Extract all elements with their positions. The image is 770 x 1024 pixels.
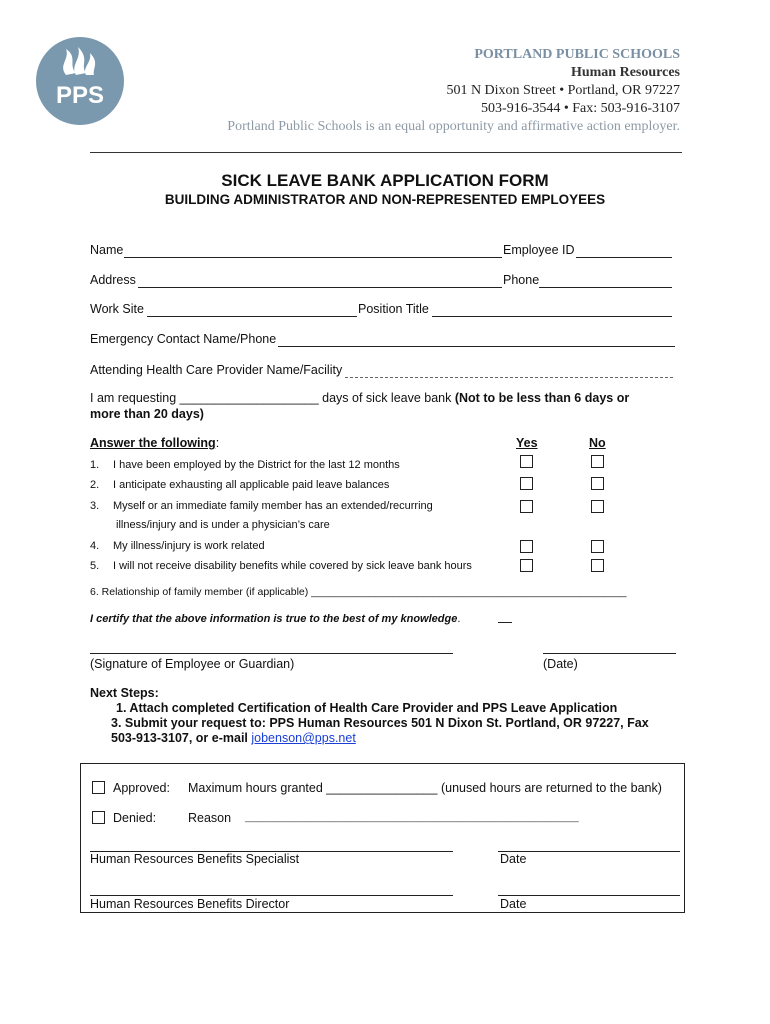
director-date-label: Date xyxy=(500,897,527,911)
header-divider xyxy=(90,152,682,153)
question-4-text: My illness/injury is work related xyxy=(113,540,265,552)
approved-label: Approved: xyxy=(113,781,170,795)
max-hours-field[interactable]: Maximum hours granted ________________ (unused hours are returned to the bank) xyxy=(188,781,662,795)
step-1: 1. Attach completed Certification of Health Care Provider and PPS Leave Application xyxy=(116,701,618,715)
pps-flame-logo-icon xyxy=(36,37,124,125)
org-name: PORTLAND PUBLIC SCHOOLS xyxy=(474,47,680,62)
svg-text:PPS: PPS xyxy=(55,82,105,109)
specialist-label: Human Resources Benefits Specialist xyxy=(90,852,300,866)
certify-statement: I certify that the above information is true to the best of my knowledge. xyxy=(90,613,461,625)
question-1-num: 1. xyxy=(90,459,100,471)
certify-mark xyxy=(498,622,512,623)
question-4-no-checkbox[interactable] xyxy=(591,540,604,553)
header-phone: 503-916-3544 • Fax: 503-916-3107 xyxy=(481,101,680,116)
emergency-contact-label: Emergency Contact Name/Phone xyxy=(90,332,277,346)
days-requested-line[interactable] xyxy=(90,391,629,405)
emergency-contact-field[interactable] xyxy=(278,346,675,347)
phone-field[interactable] xyxy=(539,287,672,288)
date-label: (Date) xyxy=(543,657,578,671)
yes-column-header: Yes xyxy=(516,436,538,450)
request-limit-cont: more than 20 days) xyxy=(90,407,204,421)
question-2-no-checkbox[interactable] xyxy=(591,477,604,490)
step-3-cont: 503-913-3107, or e-mail jobenson@pps.net xyxy=(111,731,356,745)
step-3: 3. Submit your request to: PPS Human Resources 501 N Dixon St. Portland, OR 97227, Fax xyxy=(111,716,649,730)
question-1-text: I have been employed by the District for the last 12 months xyxy=(113,459,400,471)
pps-logo xyxy=(36,37,124,125)
work-site-label: Work Site xyxy=(90,302,144,316)
signature-field[interactable] xyxy=(90,653,453,654)
request-limit: (Not to be less than 6 days or xyxy=(454,391,630,405)
provider-label: Attending Health Care Provider Name/Facility xyxy=(90,363,343,377)
name-field[interactable] xyxy=(124,257,502,258)
question-3-text-cont: illness/injury and is under a physician’s care xyxy=(116,519,330,531)
question-2-yes-checkbox[interactable] xyxy=(520,477,533,490)
question-3-num: 3. xyxy=(90,500,100,512)
denied-label: Denied: xyxy=(113,811,157,825)
question-3-no-checkbox[interactable] xyxy=(591,500,604,513)
director-label: Human Resources Benefits Director xyxy=(90,897,290,911)
request-text: I am requesting ____________________ days of sick leave bank xyxy=(90,391,455,405)
question-3-yes-checkbox[interactable] xyxy=(520,500,533,513)
question-2-text: I anticipate exhausting all applicable paid leave balances xyxy=(113,479,390,491)
question-5-yes-checkbox[interactable] xyxy=(520,559,533,572)
form-subtitle: BUILDING ADMINISTRATOR AND NON-REPRESENTED EMPLOYEES xyxy=(164,192,606,207)
director-date-line[interactable] xyxy=(498,895,680,896)
work-site-field[interactable] xyxy=(147,316,357,317)
position-title-label: Position Title xyxy=(358,302,429,316)
date-field[interactable] xyxy=(543,653,676,654)
relationship-field[interactable]: 6. Relationship of family member (if applicable) ______________________________________________________ xyxy=(90,586,627,598)
signature-label: (Signature of Employee or Guardian) xyxy=(90,657,295,671)
email-link[interactable]: jobenson@pps.net xyxy=(251,731,356,745)
employee-id-label: Employee ID xyxy=(503,243,575,257)
position-title-field[interactable] xyxy=(432,316,672,317)
address-field[interactable] xyxy=(138,287,502,288)
name-label: Name xyxy=(90,243,124,257)
reason-label: Reason xyxy=(188,811,232,825)
question-3-text: Myself or an immediate family member has an extended/recurring xyxy=(113,500,433,512)
question-5-no-checkbox[interactable] xyxy=(591,559,604,572)
department: Human Resources xyxy=(570,65,680,80)
question-4-num: 4. xyxy=(90,540,100,552)
question-2-num: 2. xyxy=(90,479,100,491)
question-1-yes-checkbox[interactable] xyxy=(520,455,533,468)
phone-label: Phone xyxy=(503,273,540,287)
question-1-no-checkbox[interactable] xyxy=(591,455,604,468)
address-label: Address xyxy=(90,273,136,287)
questions-heading: Answer the following: xyxy=(90,436,220,450)
denied-checkbox[interactable] xyxy=(92,811,105,824)
header-address: 501 N Dixon Street • Portland, OR 97227 xyxy=(446,83,680,98)
next-steps-heading: Next Steps: xyxy=(90,686,159,700)
form-title: SICK LEAVE BANK APPLICATION FORM xyxy=(221,171,549,190)
question-5-num: 5. xyxy=(90,560,100,572)
specialist-date-label: Date xyxy=(500,852,527,866)
provider-field[interactable] xyxy=(345,377,673,378)
question-5-text: I will not receive disability benefits while covered by sick leave bank hours xyxy=(113,560,472,572)
eeo-statement: Portland Public Schools is an equal opportunity and affirmative action employer. xyxy=(227,119,680,134)
no-column-header: No xyxy=(589,436,606,450)
question-4-yes-checkbox[interactable] xyxy=(520,540,533,553)
director-signature-line[interactable] xyxy=(90,895,453,896)
employee-id-field[interactable] xyxy=(576,257,672,258)
approved-checkbox[interactable] xyxy=(92,781,105,794)
reason-field[interactable]: ____________________________________________________________ xyxy=(245,812,579,823)
